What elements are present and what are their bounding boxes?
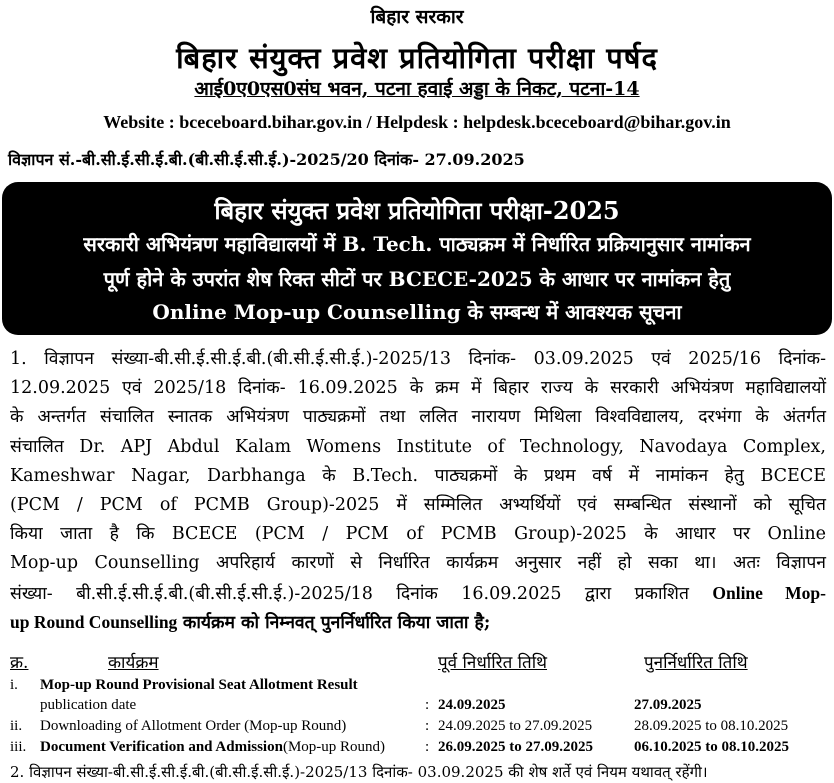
row-previous-date: 24.09.2025 to 27.09.2025 bbox=[438, 718, 593, 734]
row-activity bbox=[40, 739, 386, 756]
header-serial: क्र. bbox=[10, 653, 29, 673]
row-activity-rest: (Mop-up Round) bbox=[282, 739, 386, 755]
table-row bbox=[10, 697, 830, 717]
paragraph-line-text: कार्यक्रम को निम्नवत् पुनर्निर्धारित किया जाता है; bbox=[182, 612, 491, 633]
row-colon: : bbox=[425, 718, 430, 734]
paragraph-line: संचालित Dr. APJ Abdul Kalam Womens Institute of Technology, Navodaya Complex, bbox=[10, 436, 826, 457]
row-activity: Mop-up Round Provisional Seat Allotment Result bbox=[40, 677, 358, 693]
bold-online-mop: Online Mop- bbox=[712, 582, 826, 603]
header-revised-date: पुनर्निर्धारित तिथि bbox=[644, 653, 748, 673]
paragraph-line bbox=[10, 579, 826, 608]
bold-round-counselling: up Round Counselling bbox=[10, 611, 178, 632]
notice-banner bbox=[2, 182, 832, 335]
banner-line-4: Online Mop-up Counselling के सम्बन्ध में आवश्यक सूचना bbox=[152, 300, 682, 324]
row-number: i. bbox=[10, 677, 18, 693]
table-row bbox=[10, 739, 830, 759]
website-helpdesk-line: Website : bceceboard.bihar.gov.in / Helpdesk : helpdesk.bceceboard@bihar.gov.in bbox=[103, 112, 731, 132]
row-colon: : bbox=[425, 739, 430, 755]
banner-line-3: पूर्ण होने के उपरांत शेष रिक्त सीटों पर BCECE-2025 के आधार पर नामांकन हेतु bbox=[103, 267, 731, 291]
paragraph-line: 1. विज्ञापन संख्या-बी.सी.ई.सी.ई.बी.(बी.सी.ई.सी.ई.)-2025/13 दिनांक- 03.09.2025 एवं 2025/16 दिनांक- bbox=[10, 349, 826, 369]
table-row bbox=[10, 718, 830, 738]
row-activity: Downloading of Allotment Order (Mop-up Round) bbox=[40, 718, 347, 734]
paragraph-line bbox=[10, 608, 826, 637]
row-activity-cont: publication date bbox=[40, 697, 137, 713]
header-program: कार्यक्रम bbox=[108, 653, 159, 673]
row-previous-date: 26.09.2025 to 27.09.2025 bbox=[438, 739, 593, 755]
board-address: आई0ए0एस0संघ भवन, पटना हवाई अड्डा के निकट, पटना-14 bbox=[194, 78, 640, 100]
notice-paragraph bbox=[10, 345, 826, 637]
paragraph-line: (PCM / PCM of PCMB Group)-2025 में सम्मिलित अभ्यर्थियों एवं सम्बन्धित संस्थानों को सूचित bbox=[10, 494, 826, 515]
advertisement-number: विज्ञापन सं.-बी.सी.ई.सी.ई.बी.(बी.सी.ई.सी.ई.)-2025/20 दिनांक- 27.09.2025 bbox=[8, 150, 525, 169]
banner-title: बिहार संयुक्त प्रवेश प्रतियोगिता परीक्षा-2025 bbox=[214, 196, 620, 225]
header-previous-date: पूर्व निर्धारित तिथि bbox=[438, 653, 548, 673]
banner-line-2: सरकारी अभियंत्रण महाविद्यालयों में B. Tech. पाठ्यक्रम में निर्धारित प्रक्रियानुसार नामांकन bbox=[83, 232, 751, 256]
paragraph-line: Kameshwar Nagar, Darbhanga के B.Tech. पाठ्यक्रमों के प्रथम वर्ष में नामांकन हेतु BCECE bbox=[10, 465, 826, 486]
paragraph-line: के अन्तर्गत संचालित स्नातक अभियंत्रण पाठ्यक्रमों तथा ललित नारायण मिथिला विश्वविद्यालय, दरभंगा के अंतर्गत bbox=[10, 407, 826, 428]
row-revised-date: 27.09.2025 bbox=[634, 697, 702, 713]
paragraph-line: किया जाता है कि BCECE (PCM / PCM of PCMB Group)-2025 के आधार पर Online bbox=[10, 524, 826, 545]
row-activity-bold: Document Verification and Admission bbox=[40, 739, 283, 755]
board-title: बिहार संयुक्त प्रवेश प्रतियोगिता परीक्षा पर्षद bbox=[176, 41, 658, 75]
row-previous-date: 24.09.2025 bbox=[438, 697, 506, 713]
row-number: ii. bbox=[10, 718, 23, 734]
paragraph-line: Mop-up Counselling अपरिहार्य कारणों से निर्धारित कार्यक्रम अनुसार नहीं हो सका था। अतः विज्ञापन bbox=[10, 553, 826, 574]
footer-note: 2. विज्ञापन संख्या-बी.सी.ई.सी.ई.बी.(बी.सी.ई.सी.ई.)-2025/13 दिनांक- 03.09.2025 की शेष शर्ते एवं नियम यथावत् रहेंगी। bbox=[10, 763, 708, 781]
row-colon: : bbox=[425, 697, 430, 713]
row-number: iii. bbox=[10, 739, 27, 755]
row-revised-date: 28.09.2025 to 08.10.2025 bbox=[634, 718, 789, 734]
paragraph-line-text: संख्या- बी.सी.ई.सी.ई.बी.(बी.सी.ई.सी.ई.)-2025/18 दिनांक 16.09.2025 द्वारा प्रकाशित bbox=[10, 583, 689, 604]
government-label: बिहार सरकार bbox=[370, 6, 464, 28]
table-row bbox=[10, 677, 830, 697]
row-revised-date: 06.10.2025 to 08.10.2025 bbox=[634, 739, 789, 755]
paragraph-line: 12.09.2025 एवं 2025/18 दिनांक- 16.09.2025 के क्रम में बिहार राज्य के सरकारी अभियंत्रण महाविद्यालयों bbox=[10, 378, 826, 399]
